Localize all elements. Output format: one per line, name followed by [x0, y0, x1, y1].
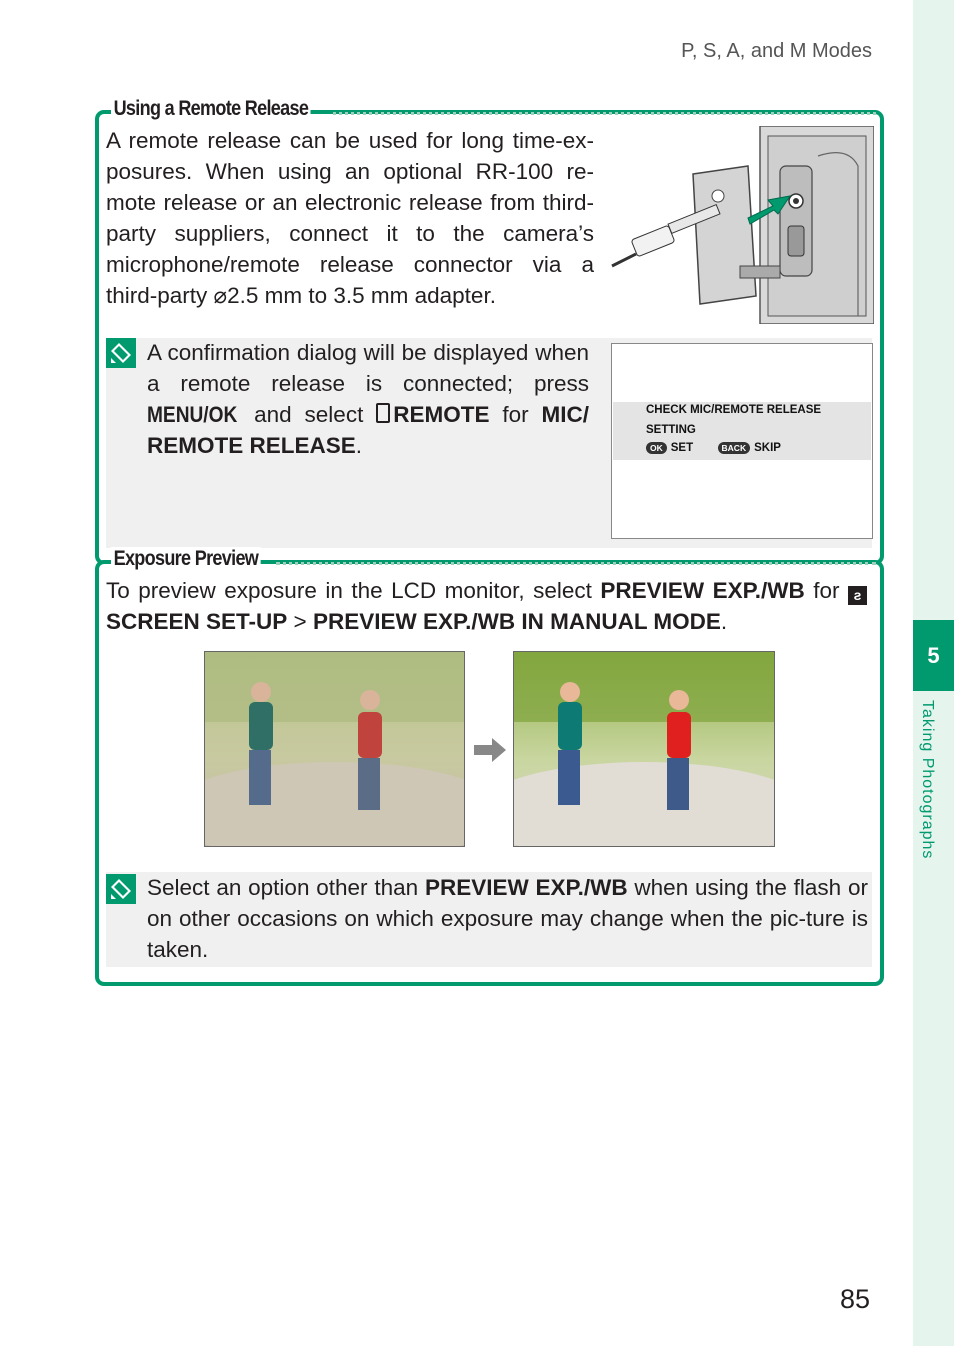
note-mid2: for — [489, 402, 542, 427]
note-end: . — [355, 433, 363, 458]
screen-setup-icon: ƨ — [848, 586, 867, 605]
exposure-preview-body — [106, 575, 873, 637]
chapter-label: Taking Photographs — [919, 700, 936, 860]
remote-note-text — [147, 337, 589, 461]
preview-exp-wb: PREVIEW EXP./WB — [600, 578, 805, 603]
note-icon — [106, 338, 136, 368]
remote-release-title: Using a Remote Release — [111, 97, 311, 121]
remote-release-body: A remote release can be used for long time-ex-posures. When using an optional RR-100 re-mote release or an electronic release from third-party suppliers, connect it to the camera’s microphone/remote release connector via a third-party ⌀2.5 mm to 3.5 mm adapter. — [106, 128, 594, 308]
screen-setup-menu: SCREEN SET-UP — [106, 609, 288, 634]
chapter-tab[interactable]: 5 — [913, 620, 954, 691]
preview-manual-mode-menu: PREVIEW EXP./WB IN MANUAL MODE — [312, 609, 721, 634]
preview-text1: To preview exposure in the LCD monitor, select — [106, 578, 601, 603]
running-head: P, S, A, and M Modes — [681, 40, 872, 62]
preview-text2: for — [804, 578, 848, 603]
dialog-title: CHECK MIC/REMOTE RELEASE — [646, 404, 822, 416]
mic-remote-setting: MIC/ REMOTE RELEASE — [147, 402, 590, 458]
preview-note-rest: when using the flash or on other occasions on which exposure may change when the pic-ture is taken. — [147, 875, 868, 962]
preview-end: . — [720, 609, 728, 634]
panel-title-rule — [333, 112, 876, 115]
confirmation-dialog — [611, 343, 873, 539]
preview-title-rule — [276, 562, 876, 565]
page-number: 85 — [840, 1284, 871, 1314]
skip-button[interactable]: SKIP — [754, 442, 781, 455]
remote-icon — [376, 403, 390, 423]
note-mid1: and select — [241, 402, 377, 427]
back-key-badge: BACK — [718, 442, 751, 454]
menu-ok-key: MENU/OK — [147, 402, 238, 427]
preview-note-lead: Select an option other than — [147, 875, 425, 900]
note-lead: A confirmation dialog will be displayed when a remote release is connected; press — [147, 340, 589, 396]
exposure-preview-title: Exposure Preview — [111, 547, 261, 571]
preview-photo-after — [513, 651, 775, 847]
preview-photo-before — [204, 651, 465, 847]
set-button[interactable]: SET — [670, 442, 694, 455]
menu-separator: > — [287, 609, 313, 634]
camera-connector-illustration — [608, 126, 874, 324]
dialog-buttons — [646, 442, 781, 454]
preview-note-text — [147, 872, 868, 965]
preview-note-bold: PREVIEW EXP./WB — [424, 875, 628, 900]
note-icon — [106, 874, 136, 904]
dialog-line2: SETTING — [646, 424, 696, 436]
ok-key-badge: OK — [646, 442, 667, 454]
remote-option: REMOTE — [393, 402, 490, 427]
arrow-right-icon — [474, 738, 506, 762]
